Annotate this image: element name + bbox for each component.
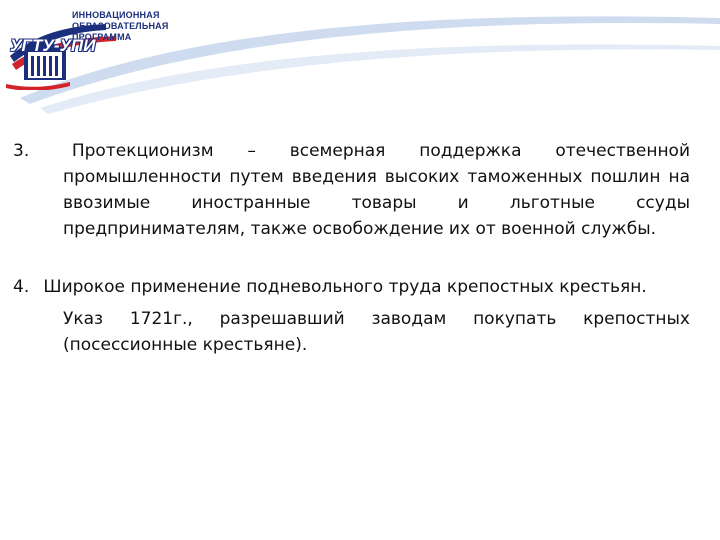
slide-body: [13, 138, 691, 358]
paragraph-text: Широкое применение подневольного труда крепостных крестьян.: [43, 277, 647, 297]
paragraph-4: 4. Широкое применение подневольного труда крепостных крестьян.: [13, 277, 647, 297]
logo-abbreviation: УГТУ-УПИ: [10, 36, 96, 55]
logo-caption-line-1: ИННОВАЦИОННАЯ: [72, 10, 160, 20]
logo-caption-line-2: ОБРАЗОВАТЕЛЬНАЯ: [72, 21, 169, 31]
paragraph-4-note: Указ 1721г., разрешавший заводам покупать крепостных (посессионные крестьяне).: [63, 309, 690, 355]
logo-caption-line-3: ПРОГРАММА: [72, 32, 132, 42]
spacer: [38, 242, 690, 274]
paragraph-3: 3. Протекционизм – всемерная поддержка отечественной промышленности путем введения высоких таможенных пошлин на ввозимые иностранные товары и льготные ссуды предпринимателям, также освобождение их от военной службы.: [13, 141, 691, 239]
paragraph-text: Протекционизм – всемерная поддержка отечественной промышленности путем введения высоких таможенных пошлин на ввозимые иностранные товары и льготные ссуды предпринимателям, также освобождение их от военной службы.: [63, 141, 691, 239]
university-logo: [6, 4, 169, 90]
